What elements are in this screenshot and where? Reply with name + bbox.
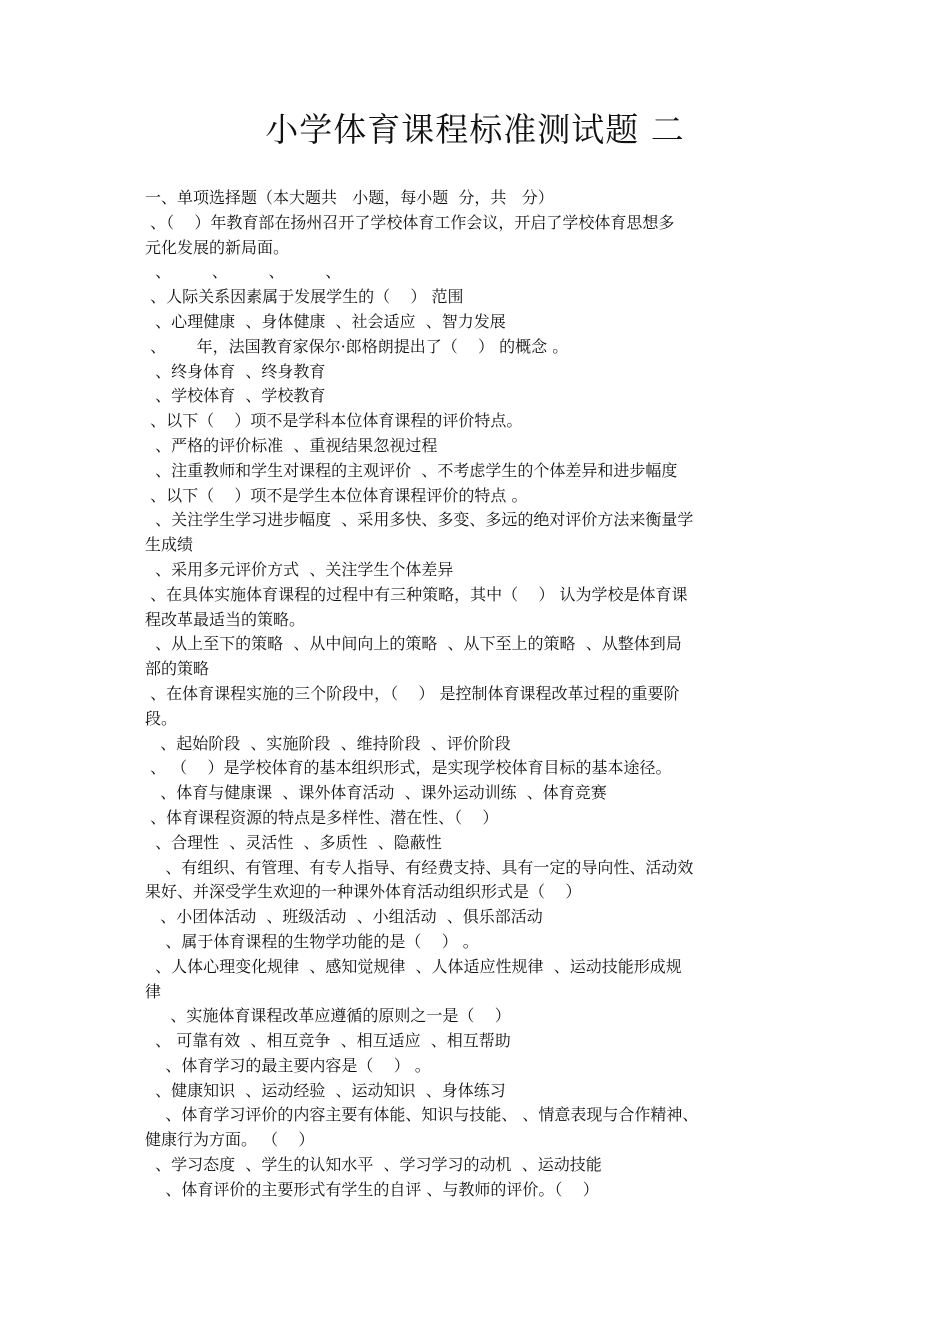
text-line: 部的策略 xyxy=(145,659,210,679)
text-line: 、严格的评价标准 、重视结果忽视过程 xyxy=(145,435,438,455)
text-line: 、学习态度 、学生的认知水平 、学习学习的动机 、运动技能 xyxy=(145,1155,602,1175)
text-line: 、终身体育 、终身教育 xyxy=(145,361,326,381)
text-line: 、体育学习评价的内容主要有体能、知识与技能、 、情意表现与合作精神、 xyxy=(145,1105,699,1125)
text-line: 、体育与健康课 、课外体育活动 、课外运动训练 、体育竞赛 xyxy=(145,783,607,803)
text-line: 、 、 、 、 xyxy=(145,262,342,282)
text-line: 、心理健康 、身体健康 、社会适应 、智力发展 xyxy=(145,311,506,331)
text-line: 、体育学习的最主要内容是（ ） 。 xyxy=(145,1055,431,1075)
text-line: 、（ ）年教育部在扬州召开了学校体育工作会议，开启了学校体育思想多 xyxy=(145,212,675,232)
question-list xyxy=(145,186,809,1203)
text-line: 、学校体育 、学校教育 xyxy=(145,386,326,406)
text-line: 、健康知识 、运动经验 、运动知识 、身体练习 xyxy=(145,1080,506,1100)
text-line: 段。 xyxy=(145,708,178,728)
text-line: 、体育评价的主要形式有学生的自评 、与教师的评价。（ ） xyxy=(145,1179,599,1199)
page-title: 小学体育课程标准测试题 二 xyxy=(265,110,685,149)
text-line: 程改革最适当的策略。 xyxy=(145,609,306,629)
text-line: 健康行为方面。 （ ） xyxy=(145,1130,315,1150)
text-line: 、以下（ ）项不是学科本位体育课程的评价特点。 xyxy=(145,411,523,431)
text-line: 一、单项选择题（本大题共 小题，每小题 分，共 分） xyxy=(145,188,554,207)
text-line: 、以下（ ）项不是学生本位体育课程评价的特点 。 xyxy=(145,485,528,505)
text-line: 、关注学生学习进步幅度 、采用多快、多变、多远的绝对评价方法来衡量学 xyxy=(145,510,694,530)
text-line: 、人际关系因素属于发展学生的（ ） 范围 xyxy=(145,287,464,307)
text-line: 、 年，法国教育家保尔·郎格朗提出了（ ） 的概念 。 xyxy=(145,336,569,356)
text-line: 、 可靠有效 、相互竞争 、相互适应 、相互帮助 xyxy=(145,1031,511,1051)
text-line: 、小团体活动 、班级活动 、小组活动 、俱乐部活动 xyxy=(145,907,543,927)
text-line: 、人体心理变化规律 、感知觉规律 、人体适应性规律 、运动技能形成规 xyxy=(145,956,682,976)
text-line: 、从上至下的策略 、从中间向上的策略 、从下至上的策略 、从整体到局 xyxy=(145,634,682,654)
text-line: 、实施体育课程改革应遵循的原则之一是（ ） xyxy=(145,1006,511,1026)
text-line: 、在体育课程实施的三个阶段中，（ ） 是控制体育课程改革过程的重要阶 xyxy=(145,683,680,703)
text-line: 、起始阶段 、实施阶段 、维持阶段 、评价阶段 xyxy=(145,733,511,753)
text-line: 、采用多元评价方式 、关注学生个体差异 xyxy=(145,559,454,579)
text-line: 、属于体育课程的生物学功能的是（ ） 。 xyxy=(145,931,479,951)
text-line: 、合理性 、灵活性 、多质性 、隐蔽性 xyxy=(145,832,442,852)
text-line: 、在具体实施体育课程的过程中有三种策略，其中（ ） 认为学校是体育课 xyxy=(145,584,688,604)
text-line: 、 （ ）是学校体育的基本组织形式，是实现学校体育目标的基本途径。 xyxy=(145,758,672,778)
text-line: 元化发展的新局面。 xyxy=(145,237,290,257)
text-line: 、注重教师和学生对课程的主观评价 、不考虑学生的个体差异和进步幅度 xyxy=(145,460,678,480)
text-line: 律 xyxy=(145,981,162,1001)
text-line: 果好、并深受学生欢迎的一种课外体育活动组织形式是（ ） xyxy=(145,882,582,902)
text-line: 、体育课程资源的特点是多样性、潜在性、（ ） xyxy=(145,807,499,827)
text-line: 、有组织、有管理、有专人指导、有经费支持、具有一定的导向性、活动效 xyxy=(145,857,694,877)
text-line: 生成绩 xyxy=(145,535,194,555)
